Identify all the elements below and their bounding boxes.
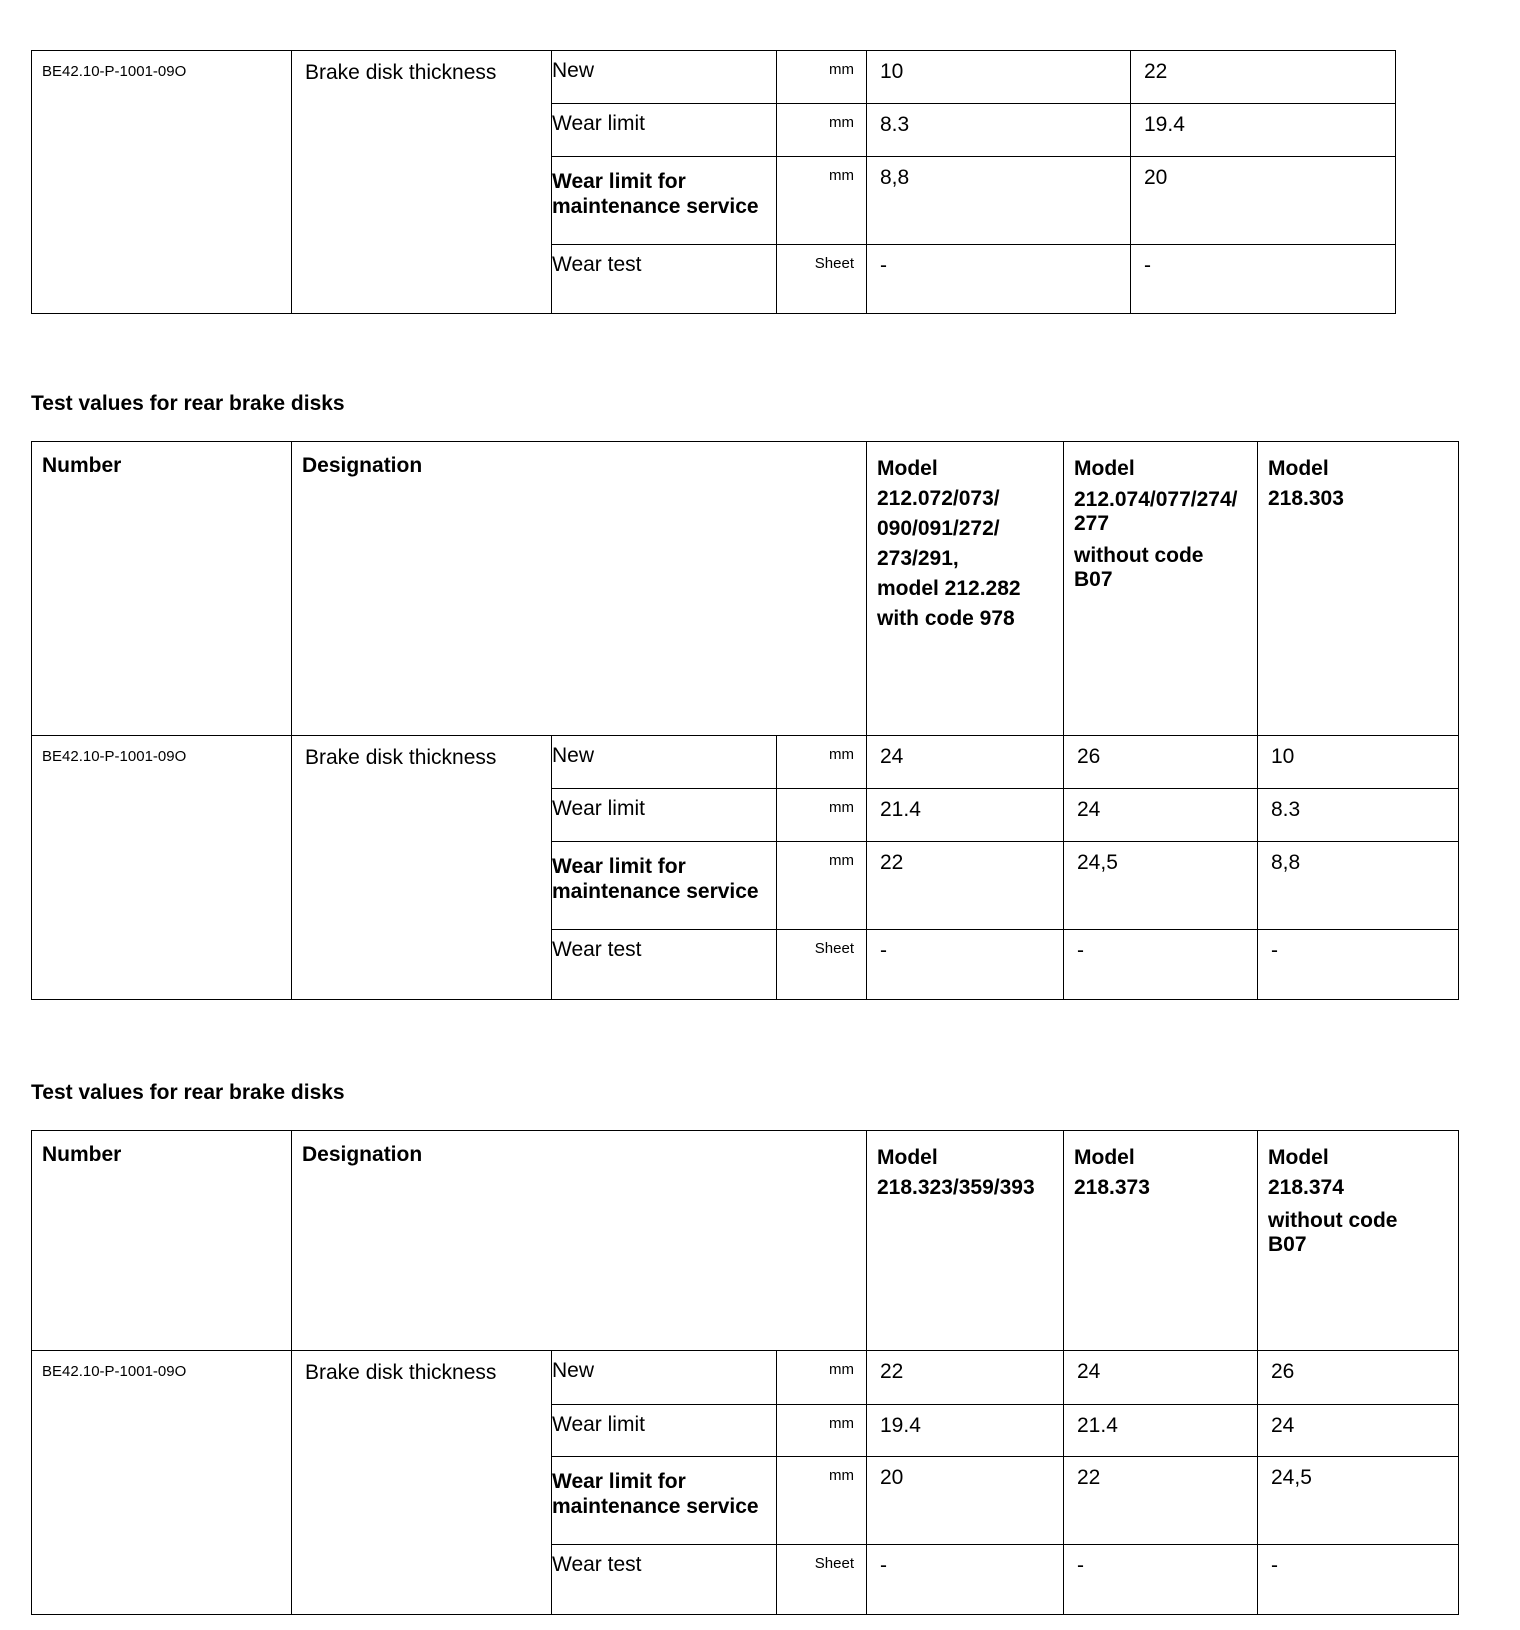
row-unit: mm — [777, 1351, 867, 1405]
value-cell: 8,8 — [867, 157, 1131, 245]
header-model: Model 212.072/073/ 090/091/272/ 273/291, model 212.282 with code 978 — [867, 442, 1064, 736]
row-unit: mm — [777, 157, 867, 245]
number-cell: BE42.10-P-1001-09O — [32, 736, 292, 1000]
value-cell: - — [1258, 1545, 1459, 1615]
brake-disk-table-1 — [31, 50, 1396, 314]
designation-cell: Brake disk thickness — [292, 1351, 552, 1615]
header-designation: Designation — [292, 1131, 867, 1351]
header-model: Model 212.074/077/274/ 277 without code B07 — [1064, 442, 1258, 736]
value-cell: 24 — [1258, 1405, 1459, 1457]
row-unit: Sheet — [777, 1545, 867, 1615]
value-cell: 19.4 — [1131, 104, 1396, 157]
header-model: Model 218.373 — [1064, 1131, 1258, 1351]
row-label-wear-limit: Wear limit — [552, 104, 777, 157]
row-label-new: New — [552, 736, 777, 789]
row-unit: mm — [777, 1457, 867, 1545]
value-cell: 24,5 — [1064, 842, 1258, 930]
header-model: Model 218.323/359/393 — [867, 1131, 1064, 1351]
value-cell: 22 — [867, 842, 1064, 930]
row-unit: mm — [777, 51, 867, 104]
header-model: Model 218.303 — [1258, 442, 1459, 736]
value-cell: - — [1131, 245, 1396, 314]
brake-disk-table-3 — [31, 1130, 1459, 1615]
designation-cell: Brake disk thickness — [292, 736, 552, 1000]
value-cell: - — [867, 1545, 1064, 1615]
value-cell: 20 — [1131, 157, 1396, 245]
value-cell: 22 — [1064, 1457, 1258, 1545]
row-unit: Sheet — [777, 245, 867, 314]
value-cell: - — [1258, 930, 1459, 1000]
value-cell: 8,8 — [1258, 842, 1459, 930]
value-cell: 21.4 — [867, 789, 1064, 842]
value-cell: 21.4 — [1064, 1405, 1258, 1457]
section-title: Test values for rear brake disks — [31, 1081, 345, 1104]
section-title: Test values for rear brake disks — [31, 392, 345, 415]
row-unit: mm — [777, 842, 867, 930]
value-cell: 20 — [867, 1457, 1064, 1545]
value-cell: 8.3 — [1258, 789, 1459, 842]
row-label-new: New — [552, 51, 777, 104]
value-cell: 24 — [1064, 1351, 1258, 1405]
row-unit: Sheet — [777, 930, 867, 1000]
row-label-wear-limit: Wear limit — [552, 789, 777, 842]
designation-cell: Brake disk thickness — [292, 51, 552, 314]
header-number: Number — [32, 1131, 292, 1351]
header-model: Model 218.374 without code B07 — [1258, 1131, 1459, 1351]
row-label-wear-test: Wear test — [552, 1545, 777, 1615]
row-label-wear-limit-maintenance: Wear limit for maintenance service — [552, 1457, 777, 1545]
value-cell: - — [867, 245, 1131, 314]
value-cell: - — [867, 930, 1064, 1000]
row-label-wear-test: Wear test — [552, 245, 777, 314]
value-cell: 10 — [1258, 736, 1459, 789]
brake-disk-table-2 — [31, 441, 1459, 1000]
value-cell: 26 — [1064, 736, 1258, 789]
row-unit: mm — [777, 736, 867, 789]
row-label-wear-limit-maintenance: Wear limit for maintenance service — [552, 157, 777, 245]
header-number: Number — [32, 442, 292, 736]
value-cell: 22 — [1131, 51, 1396, 104]
value-cell: 26 — [1258, 1351, 1459, 1405]
value-cell: - — [1064, 1545, 1258, 1615]
header-designation: Designation — [292, 442, 867, 736]
number-cell: BE42.10-P-1001-09O — [32, 51, 292, 314]
row-unit: mm — [777, 1405, 867, 1457]
number-cell: BE42.10-P-1001-09O — [32, 1351, 292, 1615]
value-cell: 8.3 — [867, 104, 1131, 157]
row-label-wear-test: Wear test — [552, 930, 777, 1000]
row-label-new: New — [552, 1351, 777, 1405]
value-cell: 22 — [867, 1351, 1064, 1405]
row-label-wear-limit-maintenance: Wear limit for maintenance service — [552, 842, 777, 930]
row-unit: mm — [777, 104, 867, 157]
value-cell: 24,5 — [1258, 1457, 1459, 1545]
row-label-wear-limit: Wear limit — [552, 1405, 777, 1457]
value-cell: 24 — [867, 736, 1064, 789]
value-cell: 24 — [1064, 789, 1258, 842]
value-cell: 10 — [867, 51, 1131, 104]
row-unit: mm — [777, 789, 867, 842]
value-cell: 19.4 — [867, 1405, 1064, 1457]
value-cell: - — [1064, 930, 1258, 1000]
